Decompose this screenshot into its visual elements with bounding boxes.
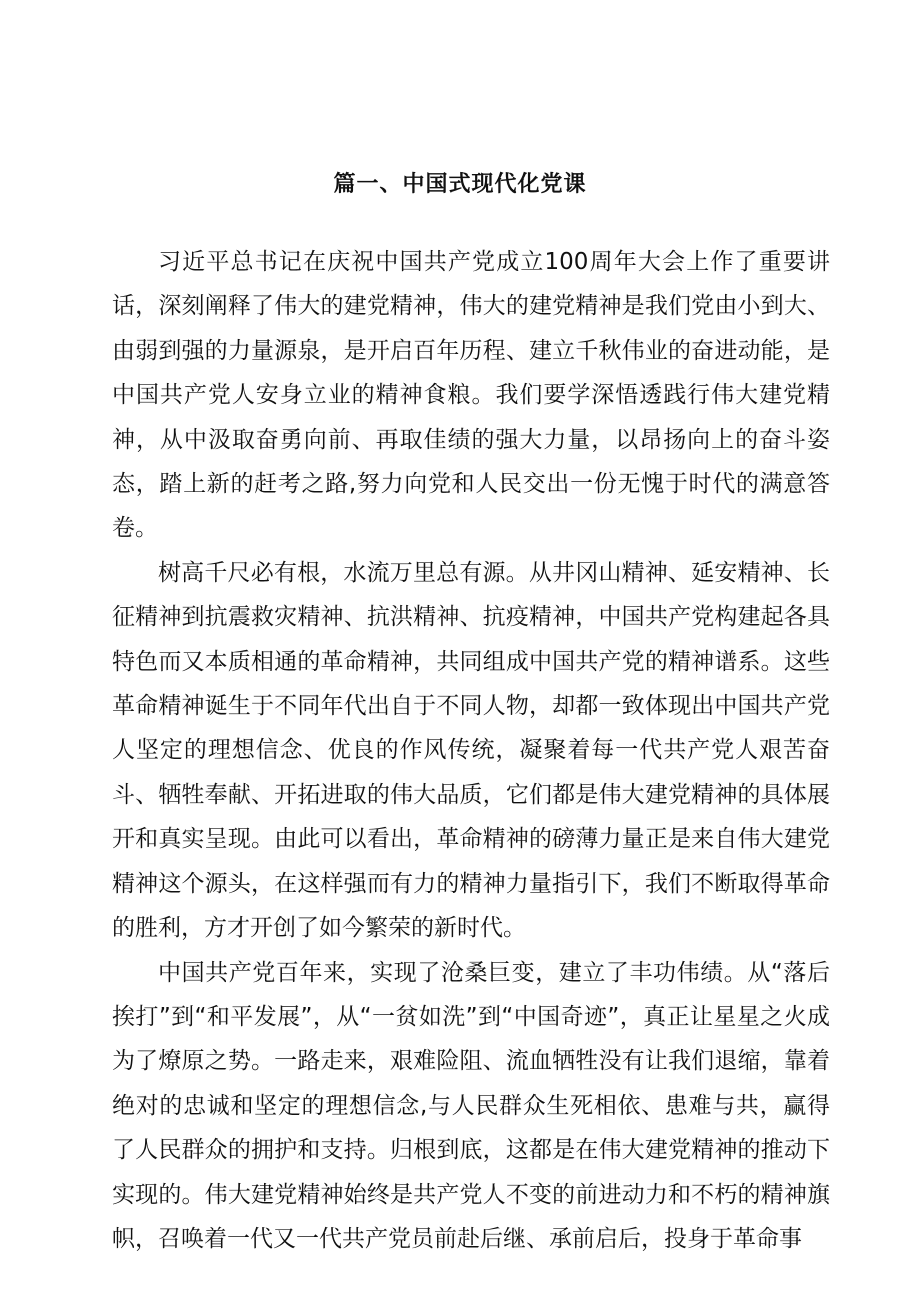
document-title: 篇一、中国式现代化党课 (333, 171, 587, 197)
paragraph-1: 习近平总书记在庆祝中国共产党成立100周年大会上作了重要讲话，深刻阐释了伟大的建党精神，伟大的建党精神是我们党由小到大、由弱到强的力量源泉，是开启百年历程、建立千秋伟业的奋进动能，是中国共产党人安身立业的精神食粮。我们要学深悟透践行伟大建党精神，从中汲取奋勇向前、再取佳绩的强大力量，以昂扬向上的奋斗姿态，踏上新的赶考之路,努力向党和人民交出一份无愧于时代的满意答卷。 (112, 249, 830, 542)
paragraph-2: 树高千尺必有根，水流万里总有源。从井冈山精神、延安精神、长征精神到抗震救灾精神、抗洪精神、抗疫精神，中国共产党构建起各具特色而又本质相通的革命精神，共同组成中国共产党的精神谱系。这些革命精神诞生于不同年代出自于不同人物，却都一致体现出中国共产党人坚定的理想信念、优良的作风传统，凝聚着每一代共产党人艰苦奋斗、牺牲奉献、开拓进取的伟大品质，它们都是伟大建党精神的具体展开和真实呈现。由此可以看出，革命精神的磅薄力量正是来自伟大建党精神这个源头，在这样强而有力的精神力量指引下，我们不断取得革命的胜利，方才开创了如今繁荣的新时代。 (112, 559, 830, 942)
document-body (112, 240, 830, 1261)
paragraph-3: 中国共产党百年来，实现了沧桑巨变，建立了丰功伟绩。从“落后挨打”到“和平发展”，从“一贫如洗”到“中国奇迹”，真正让星星之火成为了燎原之势。一路走来，艰难险阻、流血牺牲没有让我们退缩，靠着绝对的忠诚和坚定的理想信念,与人民群众生死相依、患难与共，赢得了人民群众的拥护和支持。归根到底，这都是在伟大建党精神的推动下实现的。伟大建党精神始终是共产党人不变的前进动力和不朽的精神旗帜，召唤着一代又一代共产党员前赴后继、承前启后，投身于革命事 (112, 959, 830, 1252)
